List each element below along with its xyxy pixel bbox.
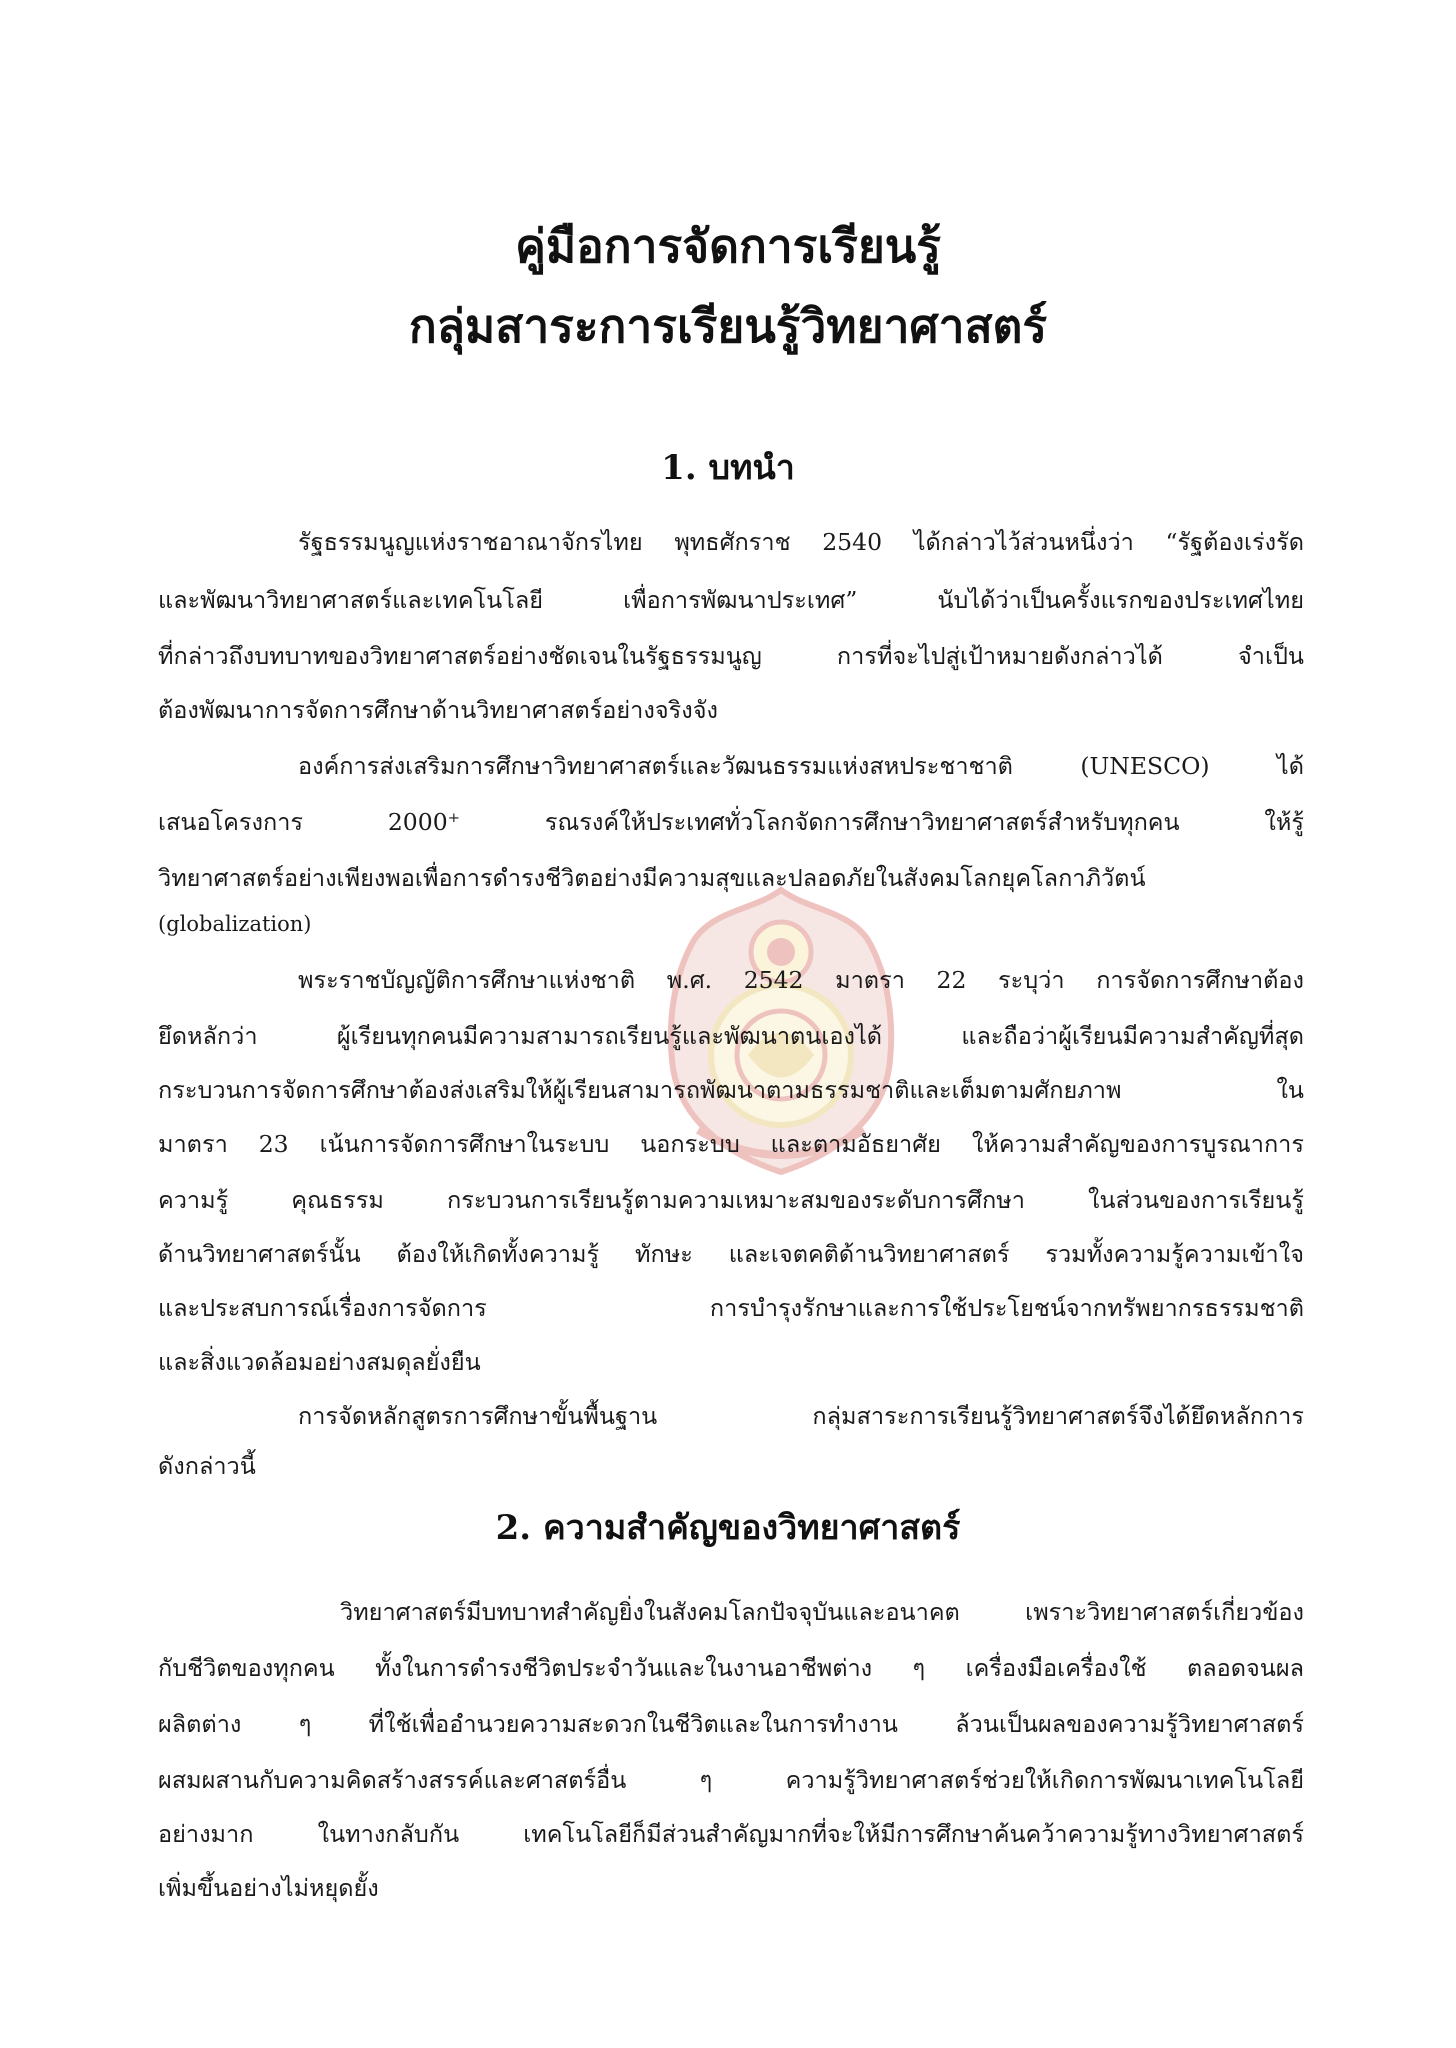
section-1-heading: 1. บทนำ xyxy=(661,448,795,488)
paragraph-line: ผลิตต่าง ๆ ที่ใช้เพื่ออำนวยความสะดวกในชีวิตและในการทำงาน ล้วนเป็นผลของความรู้วิทยาศาสตร์ xyxy=(158,1710,1304,1738)
paragraph-line: องค์การส่งเสริมการศึกษาวิทยาศาสตร์และวัฒนธรรมแห่งสหประชาชาติ (UNESCO) ได้ xyxy=(298,752,1304,780)
paragraph-line: เพิ่มขึ้นอย่างไม่หยุดยั้ง xyxy=(158,1874,379,1902)
paragraph-line: และสิ่งแวดล้อมอย่างสมดุลยั่งยืน xyxy=(158,1348,481,1376)
paragraph-line: การจัดหลักสูตรการศึกษาขั้นพื้นฐาน กลุ่มสาระการเรียนรู้วิทยาศาสตร์จึงได้ยึดหลักการ xyxy=(298,1402,1304,1430)
paragraph-line: ที่กล่าวถึงบทบาทของวิทยาศาสตร์อย่างชัดเจนในรัฐธรรมนูญ การที่จะไปสู่เป้าหมายดังกล่าวได้ จำเป็น xyxy=(158,642,1304,670)
paragraph-line: และพัฒนาวิทยาศาสตร์และเทคโนโลยี เพื่อการพัฒนาประเทศ” นับได้ว่าเป็นครั้งแรกของประเทศไทย xyxy=(158,586,1304,614)
paragraph-line: อย่างมาก ในทางกลับกัน เทคโนโลยีก็มีส่วนสำคัญมากที่จะให้มีการศึกษาค้นคว้าความรู้ทางวิทยาศาสตร์ xyxy=(158,1820,1304,1848)
paragraph-line: ด้านวิทยาศาสตร์นั้น ต้องให้เกิดทั้งความรู้ ทักษะ และเจตคติด้านวิทยาศาสตร์ รวมทั้งความรู้ความเข้าใจ xyxy=(158,1240,1304,1268)
document-title-line-2: กลุ่มสาระการเรียนรู้วิทยาศาสตร์ xyxy=(408,299,1048,353)
paragraph-line: วิทยาศาสตร์มีบทบาทสำคัญยิ่งในสังคมโลกปัจจุบันและอนาคต เพราะวิทยาศาสตร์เกี่ยวข้อง xyxy=(340,1598,1304,1626)
paragraph-line: มาตรา 23 เน้นการจัดการศึกษาในระบบ นอกระบบ และตามอัธยาศัย ให้ความสำคัญของการบูรณาการ xyxy=(158,1130,1304,1158)
paragraph-line: และประสบการณ์เรื่องการจัดการ การบำรุงรักษาและการใช้ประโยชน์จากทรัพยากรธรรมชาติ xyxy=(158,1294,1304,1322)
paragraph-line: กระบวนการจัดการศึกษาต้องส่งเสริมให้ผู้เรียนสามารถพัฒนาตามธรรมชาติและเต็มตามศักยภาพ ใน xyxy=(158,1076,1304,1104)
paragraph-line: พระราชบัญญัติการศึกษาแห่งชาติ พ.ศ. 2542 มาตรา 22 ระบุว่า การจัดการศึกษาต้อง xyxy=(298,966,1304,994)
paragraph-line: รัฐธรรมนูญแห่งราชอาณาจักรไทย พุทธศักราช 2540 ได้กล่าวไว้ส่วนหนึ่งว่า “รัฐต้องเร่งรัด xyxy=(298,528,1304,556)
paragraph-line: ยึดหลักว่า ผู้เรียนทุกคนมีความสามารถเรียนรู้และพัฒนาตนเองได้ และถือว่าผู้เรียนมีความสำคัญที่สุด xyxy=(158,1022,1304,1050)
paragraph-line: ต้องพัฒนาการจัดการศึกษาด้านวิทยาศาสตร์อย่างจริงจัง xyxy=(158,696,718,724)
paragraph-line: กับชีวิตของทุกคน ทั้งในการดำรงชีวิตประจำวันและในงานอาชีพต่าง ๆ เครื่องมือเครื่องใช้ ตลอดจนผล xyxy=(158,1654,1304,1682)
paragraph-line: ความรู้ คุณธรรม กระบวนการเรียนรู้ตามความเหมาะสมของระดับการศึกษา ในส่วนของการเรียนรู้ xyxy=(158,1186,1304,1214)
paragraph-line: เสนอโครงการ 2000⁺ รณรงค์ให้ประเทศทั่วโลกจัดการศึกษาวิทยาศาสตร์สำหรับทุกคน ให้รู้ xyxy=(158,808,1304,836)
paragraph-line: ดังกล่าวนี้ xyxy=(158,1452,256,1480)
paragraph-line: วิทยาศาสตร์อย่างเพียงพอเพื่อการดำรงชีวิตอย่างมีความสุขและปลอดภัยในสังคมโลกยุคโลกาภิวัตน์ xyxy=(158,864,1146,892)
paragraph-line: ผสมผสานกับความคิดสร้างสรรค์และศาสตร์อื่น ๆ ความรู้วิทยาศาสตร์ช่วยให้เกิดการพัฒนาเทคโนโลยี xyxy=(158,1766,1304,1794)
document-title-line-1: คู่มือการจัดการเรียนรู้ xyxy=(515,219,941,273)
section-2-heading: 2. ความสำคัญของวิทยาศาสตร์ xyxy=(495,1508,961,1548)
paragraph-line: (globalization) xyxy=(158,912,312,936)
